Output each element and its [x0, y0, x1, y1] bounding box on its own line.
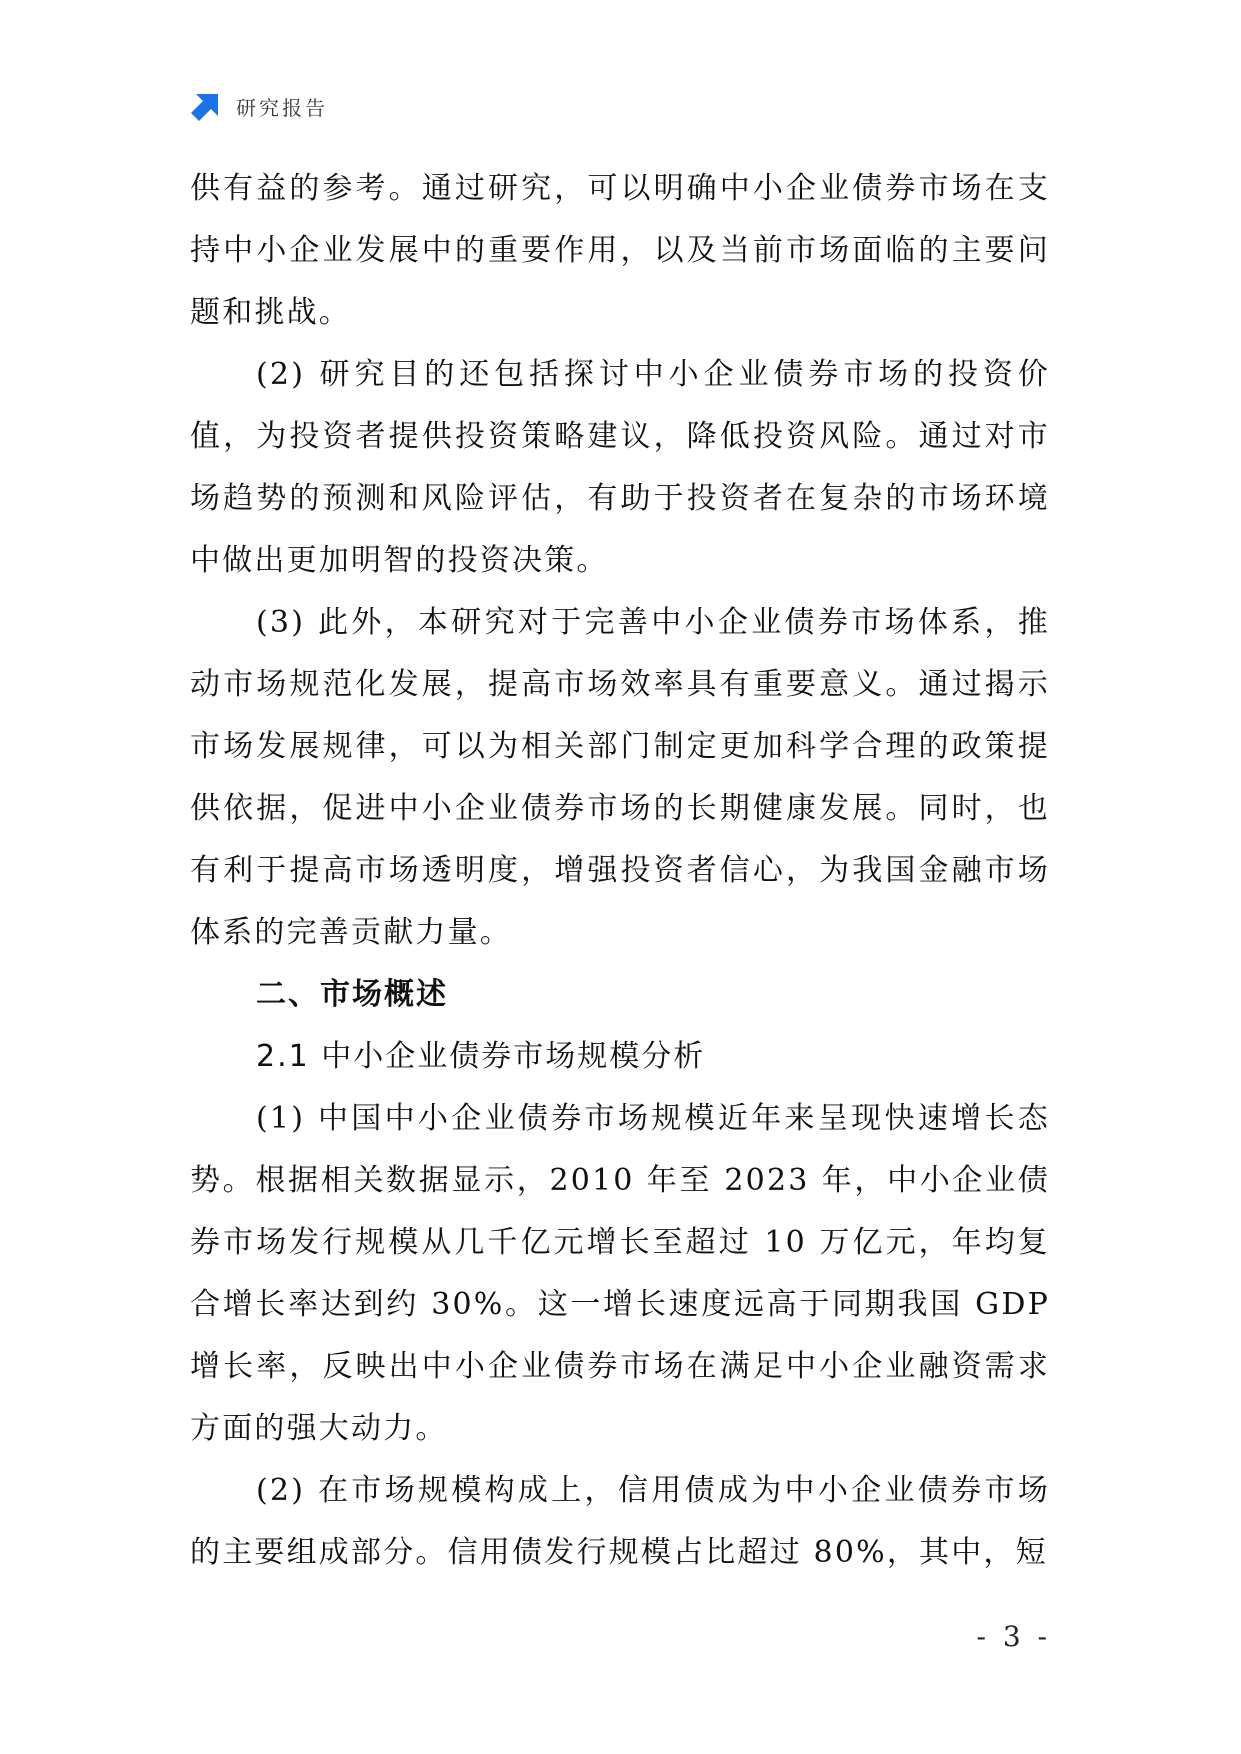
- paragraph-research-purpose-2: (2) 研究目的还包括探讨中小企业债券市场的投资价值，为投资者提供投资策略建议，降低投资风险。通过对市场趋势的预测和风险评估，有助于投资者在复杂的市场环境中做出更加明智的投资决策。: [190, 357, 1050, 578]
- section-heading-market-overview: 二、市场概述: [256, 977, 448, 1012]
- paragraph-continuation: 供有益的参考。通过研究，可以明确中小企业债券市场在支持中小企业发展中的重要作用，以及当前市场面临的主要问题和挑战。: [190, 171, 1050, 330]
- page-number: - 3 -: [976, 1620, 1051, 1653]
- page-header: [190, 88, 328, 124]
- paragraph-research-purpose-3: (3) 此外，本研究对于完善中小企业债券市场体系，推动市场规范化发展，提高市场效率具有重要意义。通过揭示市场发展规律，可以为相关部门制定更加科学合理的政策提供依据，促进中小企业债券市场的长期健康发展。同时，也有利于提高市场透明度，增强投资者信心，为我国金融市场体系的完善贡献力量。: [190, 605, 1050, 950]
- header-label: 研究报告: [236, 95, 328, 120]
- paragraph-market-size-1: (1) 中国中小企业债券市场规模近年来呈现快速增长态势。根据相关数据显示，2010 年至 2023 年，中小企业债券市场发行规模从几千亿元增长至超过 10 万亿元，年均复合增长率达到约 30%。这一增长速度远高于同期我国 GDP 增长率，反映出中小企业债券市场在满足中小企业融资需求方面的强大动力。: [190, 1101, 1050, 1446]
- subsection-heading-market-size: 2.1 中小企业债券市场规模分析: [256, 1039, 706, 1074]
- arrow-up-right-logo-icon: [190, 90, 222, 122]
- document-body: [190, 158, 1050, 1584]
- paragraph-market-size-2: (2) 在市场规模构成上，信用债成为中小企业债券市场的主要组成部分。信用债发行规模占比超过 80%，其中，短: [190, 1473, 1050, 1570]
